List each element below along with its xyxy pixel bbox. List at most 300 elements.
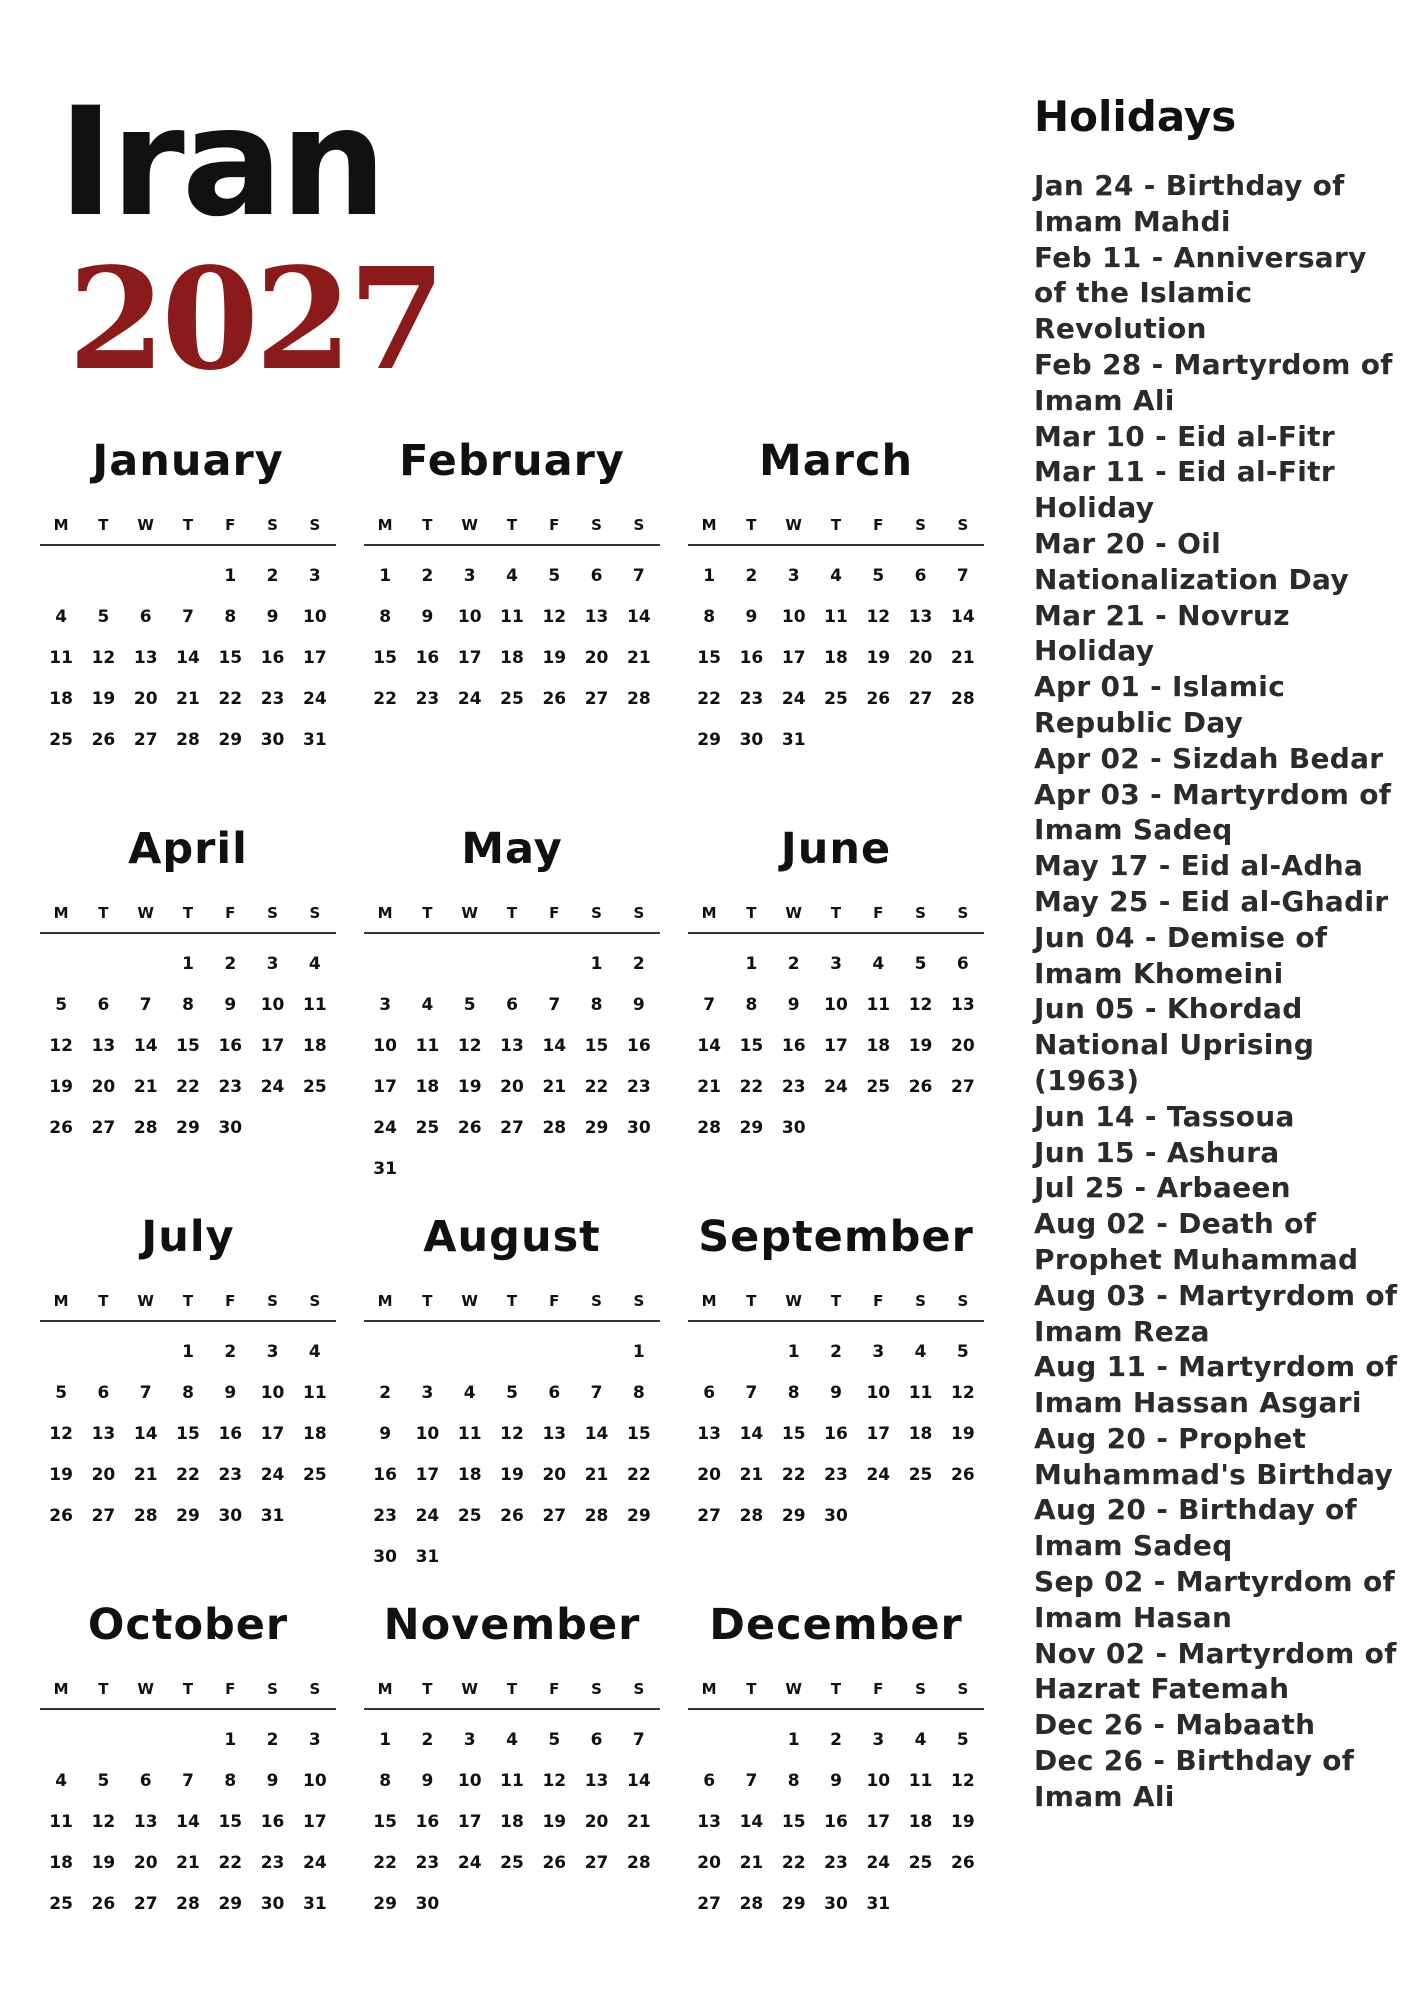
day-cell: 20 xyxy=(91,1077,116,1097)
month-name: November xyxy=(383,1600,641,1650)
day-cell: 22 xyxy=(176,1077,200,1097)
day-cell: 21 xyxy=(739,1853,764,1873)
day-cell: 2 xyxy=(266,1730,279,1750)
day-cell: 25 xyxy=(49,730,73,750)
weekday-label: S xyxy=(957,1680,969,1698)
weekday-label: W xyxy=(461,904,478,922)
weekday-label: T xyxy=(746,516,757,534)
weekday-label: T xyxy=(746,1680,757,1698)
weekday-label: F xyxy=(549,516,560,534)
day-cell: 29 xyxy=(218,1894,243,1914)
weekday-label: F xyxy=(873,1680,884,1698)
day-cell: 20 xyxy=(697,1465,721,1485)
day-cell: 19 xyxy=(49,1077,73,1097)
day-cell: 31 xyxy=(260,1506,285,1526)
day-cell: 9 xyxy=(632,995,645,1015)
day-cell: 19 xyxy=(49,1465,73,1485)
weekday-label: T xyxy=(830,1680,842,1698)
day-cell: 5 xyxy=(872,566,885,586)
day-cell: 23 xyxy=(781,1077,806,1097)
day-cell: 6 xyxy=(97,1383,110,1403)
day-grid xyxy=(688,944,984,1149)
day-cell: 23 xyxy=(218,1077,243,1097)
empty-day-cell xyxy=(575,1332,617,1373)
day-cell: 19 xyxy=(542,648,567,668)
day-cell: 7 xyxy=(745,1771,758,1791)
day-cell: 10 xyxy=(415,1424,440,1444)
weekday-label: M xyxy=(377,516,393,534)
day-cell: 15 xyxy=(739,1036,764,1056)
day-cell: 12 xyxy=(49,1036,73,1056)
holiday-item: Nov 02 - Martyrdom of Hazrat Fatemah xyxy=(1034,1636,1397,1706)
day-cell: 29 xyxy=(627,1506,651,1526)
day-cell: 5 xyxy=(55,1383,68,1403)
day-cell: 30 xyxy=(260,730,285,750)
day-cell: 24 xyxy=(415,1506,440,1526)
empty-day-cell xyxy=(364,1332,406,1373)
month-name: June xyxy=(780,824,892,874)
weekday-label: W xyxy=(461,516,478,534)
weekday-label: F xyxy=(225,1680,236,1698)
day-cell: 9 xyxy=(421,607,434,627)
holidays-title: Holidays xyxy=(1034,92,1237,141)
day-cell: 15 xyxy=(176,1036,200,1056)
day-cell: 5 xyxy=(55,995,68,1015)
month-name: July xyxy=(141,1212,235,1262)
day-cell: 27 xyxy=(697,1894,721,1914)
day-cell: 18 xyxy=(500,1812,524,1832)
day-cell: 2 xyxy=(787,954,800,974)
month-march xyxy=(688,436,984,828)
holiday-item: Apr 02 - Sizdah Bedar xyxy=(1034,741,1384,775)
day-cell: 20 xyxy=(91,1465,116,1485)
day-cell: 25 xyxy=(415,1118,440,1138)
day-cell: 26 xyxy=(91,730,116,750)
months-grid xyxy=(40,436,1000,1992)
day-cell: 23 xyxy=(260,1853,285,1873)
day-cell: 27 xyxy=(697,1506,721,1526)
day-cell: 12 xyxy=(866,607,891,627)
day-cell: 18 xyxy=(415,1077,440,1097)
day-cell: 8 xyxy=(224,1771,237,1791)
day-cell: 30 xyxy=(781,1118,806,1138)
weekday-label: T xyxy=(182,1680,194,1698)
weekday-header xyxy=(40,1292,336,1322)
holiday-item: Aug 20 - Prophet Muhammad's Birthday xyxy=(1034,1421,1393,1491)
day-cell: 22 xyxy=(373,1853,397,1873)
day-cell: 19 xyxy=(866,648,891,668)
day-cell: 4 xyxy=(463,1383,476,1403)
day-cell: 13 xyxy=(133,1812,158,1832)
day-cell: 22 xyxy=(781,1465,806,1485)
day-cell: 2 xyxy=(421,566,434,586)
day-cell: 23 xyxy=(739,689,764,709)
day-cell: 26 xyxy=(49,1506,73,1526)
day-cell: 1 xyxy=(379,566,392,586)
day-cell: 6 xyxy=(548,1383,561,1403)
holiday-item: Apr 03 - Martyrdom of Imam Sadeq xyxy=(1034,777,1392,847)
weekday-label: T xyxy=(98,1292,109,1310)
weekday-header xyxy=(688,1292,984,1322)
holiday-list xyxy=(1034,168,1404,1815)
day-cell: 8 xyxy=(703,607,716,627)
weekday-label: W xyxy=(785,904,802,922)
weekday-label: S xyxy=(591,516,602,534)
weekday-label: T xyxy=(98,516,109,534)
day-cell: 18 xyxy=(303,1424,327,1444)
day-cell: 25 xyxy=(500,1853,524,1873)
day-cell: 4 xyxy=(872,954,885,974)
day-cell: 30 xyxy=(739,730,764,750)
weekday-label: W xyxy=(137,1680,154,1698)
empty-day-cell xyxy=(533,944,575,985)
day-cell: 14 xyxy=(133,1036,158,1056)
day-cell: 23 xyxy=(627,1077,651,1097)
day-cell: 21 xyxy=(133,1077,158,1097)
day-cell: 29 xyxy=(781,1894,806,1914)
month-september xyxy=(688,1212,984,1604)
month-december xyxy=(688,1600,984,1992)
weekday-label: M xyxy=(701,904,717,922)
empty-day-cell xyxy=(730,1720,772,1761)
day-cell: 8 xyxy=(745,995,758,1015)
day-cell: 11 xyxy=(303,995,327,1015)
day-cell: 9 xyxy=(224,1383,237,1403)
day-cell: 29 xyxy=(373,1894,397,1914)
day-cell: 16 xyxy=(218,1036,243,1056)
day-cell: 24 xyxy=(866,1465,891,1485)
weekday-label: F xyxy=(549,1292,560,1310)
day-cell: 9 xyxy=(830,1771,842,1791)
holiday-item: Aug 20 - Birthday of Imam Sadeq xyxy=(1034,1493,1358,1563)
weekday-header xyxy=(364,904,660,934)
day-cell: 5 xyxy=(956,1342,969,1362)
day-cell: 18 xyxy=(49,689,73,709)
holiday-item: Dec 26 - Mabaath xyxy=(1034,1708,1316,1742)
weekday-label: W xyxy=(137,904,154,922)
day-cell: 6 xyxy=(590,1730,603,1750)
day-cell: 11 xyxy=(415,1036,440,1056)
empty-day-cell xyxy=(688,1332,730,1373)
weekday-label: S xyxy=(633,516,645,534)
month-name: April xyxy=(128,824,248,874)
day-cell: 11 xyxy=(908,1383,933,1403)
weekday-label: S xyxy=(915,516,926,534)
weekday-label: T xyxy=(182,904,194,922)
day-cell: 24 xyxy=(457,1853,482,1873)
weekday-label: T xyxy=(506,516,518,534)
day-cell: 9 xyxy=(830,1383,842,1403)
weekday-label: W xyxy=(137,516,154,534)
month-name: September xyxy=(698,1212,974,1262)
day-cell: 15 xyxy=(781,1812,806,1832)
day-cell: 15 xyxy=(176,1424,200,1444)
day-cell: 31 xyxy=(303,1894,327,1914)
day-cell: 1 xyxy=(224,566,237,586)
day-cell: 13 xyxy=(91,1424,116,1444)
day-cell: 30 xyxy=(824,1506,848,1526)
day-cell: 11 xyxy=(49,648,73,668)
day-cell: 19 xyxy=(91,1853,116,1873)
weekday-label: T xyxy=(98,904,109,922)
day-cell: 30 xyxy=(415,1894,440,1914)
holiday-item: Mar 10 - Eid al-Fitr xyxy=(1034,419,1335,453)
weekday-label: S xyxy=(267,516,278,534)
day-cell: 4 xyxy=(308,1342,321,1362)
day-cell: 12 xyxy=(908,995,933,1015)
month-name: February xyxy=(399,436,625,486)
day-cell: 12 xyxy=(500,1424,524,1444)
day-cell: 13 xyxy=(697,1424,721,1444)
month-may xyxy=(364,824,660,1216)
day-cell: 17 xyxy=(415,1465,440,1485)
day-cell: 11 xyxy=(866,995,891,1015)
day-cell: 5 xyxy=(548,1730,561,1750)
day-cell: 6 xyxy=(139,607,152,627)
day-cell: 4 xyxy=(55,607,68,627)
day-cell: 22 xyxy=(739,1077,764,1097)
day-cell: 11 xyxy=(49,1812,73,1832)
weekday-label: S xyxy=(633,904,645,922)
month-name: December xyxy=(709,1600,963,1650)
weekday-label: S xyxy=(591,904,602,922)
day-cell: 26 xyxy=(457,1118,482,1138)
day-cell: 8 xyxy=(787,1383,800,1403)
weekday-label: S xyxy=(267,904,278,922)
day-cell: 18 xyxy=(908,1812,933,1832)
day-cell: 20 xyxy=(697,1853,721,1873)
day-cell: 8 xyxy=(182,995,194,1015)
day-cell: 5 xyxy=(548,566,561,586)
day-cell: 5 xyxy=(956,1730,969,1750)
day-cell: 20 xyxy=(133,1853,158,1873)
day-cell: 3 xyxy=(463,1730,476,1750)
day-cell: 22 xyxy=(781,1853,806,1873)
day-cell: 21 xyxy=(627,648,651,668)
day-cell: 24 xyxy=(260,1077,285,1097)
day-cell: 28 xyxy=(739,1894,764,1914)
day-cell: 27 xyxy=(584,689,609,709)
day-cell: 7 xyxy=(703,995,716,1015)
day-cell: 15 xyxy=(373,648,397,668)
holiday-item: May 25 - Eid al-Ghadir xyxy=(1034,884,1389,918)
day-cell: 29 xyxy=(176,1506,200,1526)
weekday-label: T xyxy=(422,1292,433,1310)
day-cell: 10 xyxy=(260,995,285,1015)
day-cell: 11 xyxy=(908,1771,933,1791)
day-cell: 24 xyxy=(824,1077,848,1097)
day-cell: 14 xyxy=(627,1771,651,1791)
weekday-label: F xyxy=(873,516,884,534)
day-cell: 7 xyxy=(182,607,194,627)
day-cell: 25 xyxy=(908,1853,933,1873)
day-cell: 24 xyxy=(303,1853,327,1873)
holiday-item: Jun 14 - Tassoua xyxy=(1034,1099,1295,1133)
day-cell: 21 xyxy=(176,689,200,709)
day-cell: 20 xyxy=(133,689,158,709)
day-cell: 4 xyxy=(55,1771,68,1791)
day-cell: 16 xyxy=(739,648,764,668)
day-cell: 26 xyxy=(951,1853,975,1873)
weekday-label: W xyxy=(785,1292,802,1310)
weekday-header xyxy=(364,1292,660,1322)
month-february xyxy=(364,436,660,828)
empty-day-cell xyxy=(40,1332,82,1373)
day-cell: 22 xyxy=(584,1077,609,1097)
day-cell: 25 xyxy=(866,1077,891,1097)
empty-day-cell xyxy=(125,1332,167,1373)
day-cell: 11 xyxy=(500,607,524,627)
weekday-label: W xyxy=(785,516,802,534)
day-cell: 3 xyxy=(308,1730,321,1750)
day-cell: 16 xyxy=(627,1036,651,1056)
day-cell: 12 xyxy=(542,607,567,627)
day-cell: 28 xyxy=(133,1506,158,1526)
weekday-label: T xyxy=(830,516,842,534)
day-cell: 7 xyxy=(139,995,152,1015)
day-cell: 2 xyxy=(830,1342,842,1362)
empty-day-cell xyxy=(688,944,730,985)
holiday-item: Aug 02 - Death of Prophet Muhammad xyxy=(1034,1207,1359,1276)
holiday-item: Aug 11 - Martyrdom of Imam Hassan Asgari xyxy=(1034,1350,1398,1420)
day-cell: 17 xyxy=(260,1036,285,1056)
holiday-item: Feb 11 - Anniversary of the Islamic Revolution xyxy=(1034,240,1367,346)
day-cell: 29 xyxy=(739,1118,764,1138)
weekday-label: S xyxy=(309,904,321,922)
weekday-header xyxy=(40,516,336,546)
day-cell: 10 xyxy=(866,1771,891,1791)
day-cell: 31 xyxy=(415,1547,440,1567)
day-cell: 14 xyxy=(697,1036,721,1056)
day-cell: 3 xyxy=(872,1342,885,1362)
day-grid xyxy=(688,1332,984,1537)
day-cell: 11 xyxy=(457,1424,482,1444)
day-cell: 25 xyxy=(303,1077,327,1097)
day-cell: 7 xyxy=(182,1771,194,1791)
day-cell: 30 xyxy=(218,1506,243,1526)
day-cell: 13 xyxy=(133,648,158,668)
day-cell: 26 xyxy=(542,1853,567,1873)
empty-day-cell xyxy=(491,944,533,985)
holiday-item: Mar 21 - Novruz Holiday xyxy=(1034,598,1290,668)
weekday-label: S xyxy=(309,1680,321,1698)
day-cell: 6 xyxy=(703,1383,716,1403)
day-cell: 2 xyxy=(632,954,645,974)
day-cell: 26 xyxy=(908,1077,933,1097)
day-cell: 19 xyxy=(457,1077,482,1097)
day-cell: 4 xyxy=(506,566,518,586)
day-cell: 12 xyxy=(91,648,116,668)
weekday-label: F xyxy=(225,516,236,534)
day-cell: 1 xyxy=(182,954,194,974)
empty-day-cell xyxy=(406,1332,448,1373)
day-cell: 13 xyxy=(908,607,933,627)
day-cell: 20 xyxy=(500,1077,524,1097)
day-cell: 2 xyxy=(379,1383,392,1403)
day-cell: 27 xyxy=(584,1853,609,1873)
day-grid xyxy=(364,556,660,720)
day-cell: 13 xyxy=(951,995,975,1015)
holiday-item: Mar 20 - Oil Nationalization Day xyxy=(1034,526,1349,596)
day-cell: 10 xyxy=(303,607,327,627)
empty-day-cell xyxy=(82,1720,124,1761)
day-cell: 17 xyxy=(866,1812,891,1832)
empty-day-cell xyxy=(449,1332,491,1373)
year-title: 2027 xyxy=(68,238,442,402)
day-cell: 3 xyxy=(379,995,392,1015)
day-cell: 5 xyxy=(914,954,927,974)
day-cell: 10 xyxy=(260,1383,285,1403)
weekday-label: S xyxy=(915,1292,926,1310)
weekday-label: T xyxy=(182,1292,194,1310)
day-cell: 11 xyxy=(824,607,848,627)
month-june xyxy=(688,824,984,1216)
weekday-label: M xyxy=(701,1680,717,1698)
day-cell: 27 xyxy=(91,1118,116,1138)
day-cell: 1 xyxy=(787,1342,800,1362)
weekday-label: S xyxy=(957,516,969,534)
day-cell: 21 xyxy=(697,1077,721,1097)
day-cell: 4 xyxy=(830,566,842,586)
day-cell: 3 xyxy=(266,954,279,974)
day-cell: 12 xyxy=(542,1771,567,1791)
empty-day-cell xyxy=(125,556,167,597)
day-cell: 14 xyxy=(176,1812,200,1832)
day-cell: 9 xyxy=(266,607,279,627)
day-cell: 20 xyxy=(542,1465,567,1485)
day-cell: 17 xyxy=(303,1812,327,1832)
day-cell: 22 xyxy=(697,689,721,709)
day-cell: 13 xyxy=(500,1036,524,1056)
day-cell: 23 xyxy=(260,689,285,709)
weekday-label: M xyxy=(377,1292,393,1310)
day-cell: 5 xyxy=(506,1383,518,1403)
day-cell: 14 xyxy=(739,1812,764,1832)
day-cell: 6 xyxy=(139,1771,152,1791)
weekday-header xyxy=(688,904,984,934)
day-cell: 7 xyxy=(590,1383,603,1403)
day-cell: 19 xyxy=(542,1812,567,1832)
day-cell: 14 xyxy=(584,1424,609,1444)
day-cell: 23 xyxy=(824,1465,848,1485)
weekday-label: T xyxy=(830,1292,842,1310)
day-cell: 9 xyxy=(266,1771,279,1791)
day-cell: 29 xyxy=(176,1118,200,1138)
day-cell: 21 xyxy=(542,1077,567,1097)
day-cell: 7 xyxy=(548,995,561,1015)
weekday-label: T xyxy=(422,1680,433,1698)
day-cell: 19 xyxy=(500,1465,524,1485)
day-grid xyxy=(364,1332,660,1578)
day-cell: 12 xyxy=(457,1036,482,1056)
weekday-label: M xyxy=(377,904,393,922)
day-cell: 28 xyxy=(176,1894,200,1914)
day-cell: 14 xyxy=(176,648,200,668)
day-cell: 1 xyxy=(632,1342,645,1362)
day-cell: 7 xyxy=(956,566,969,586)
day-cell: 15 xyxy=(781,1424,806,1444)
day-cell: 28 xyxy=(176,730,200,750)
weekday-label: T xyxy=(422,516,433,534)
weekday-label: M xyxy=(701,1292,717,1310)
weekday-label: F xyxy=(549,1680,560,1698)
weekday-label: T xyxy=(506,1680,518,1698)
day-cell: 11 xyxy=(303,1383,327,1403)
day-cell: 17 xyxy=(457,648,482,668)
day-cell: 27 xyxy=(91,1506,116,1526)
weekday-label: S xyxy=(957,904,969,922)
empty-day-cell xyxy=(82,944,124,985)
